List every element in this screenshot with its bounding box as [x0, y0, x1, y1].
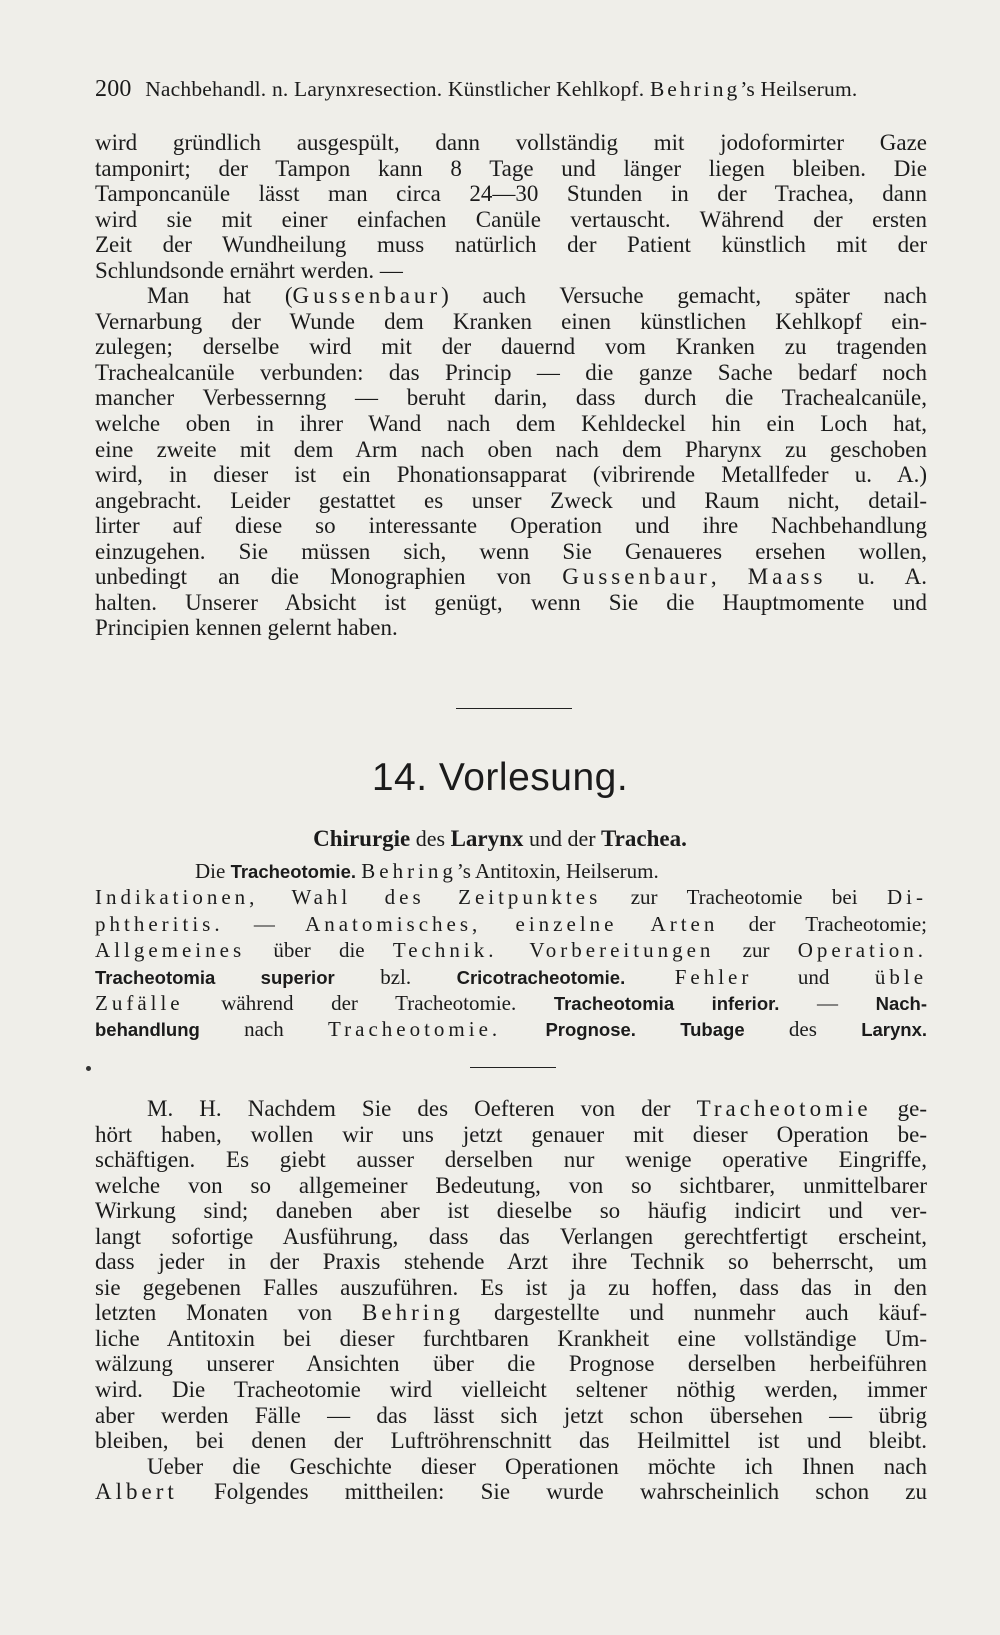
subtitle-run: Chirurgie — [313, 826, 411, 851]
toc-run: bzl. — [334, 964, 457, 989]
toc-run: Technik. Vorbereitungen — [392, 938, 715, 963]
text-run: ) auch Versuche gemacht, später nach — [441, 283, 927, 309]
author-name: Behring — [362, 1300, 465, 1326]
text-line — [95, 1096, 927, 1122]
toc-line — [95, 937, 927, 963]
text-line — [95, 1479, 927, 1505]
paragraph-block-1 — [95, 130, 927, 641]
text-run: , — [710, 564, 717, 590]
running-title-name: Behring — [649, 77, 741, 101]
author-name: Albert — [95, 1479, 178, 1505]
text-line: Zeit der Wundheilung muss natürlich der Patient künstlich mit der — [95, 232, 927, 258]
toc-run: während der Tracheotomie. — [183, 990, 554, 1015]
text-line: Schlundsonde ernährt werden. — — [95, 257, 403, 283]
text-line: halten. Unserer Absicht ist genügt, wenn Sie die Hauptmomente und — [95, 589, 927, 615]
author-name: Behring — [361, 859, 457, 883]
toc-line — [95, 858, 927, 884]
toc-run: Operation. — [797, 938, 927, 963]
toc-run: Fehler — [625, 964, 753, 989]
lecture-contents-summary — [95, 858, 927, 1043]
text-line — [95, 283, 927, 309]
text-run: letzten Monaten von — [95, 1300, 333, 1326]
text-run: unbedingt an die Monographien von — [95, 564, 532, 590]
text-line: aber werden Fälle — das lässt sich jetzt schon übersehen — übrig — [95, 1402, 927, 1428]
section-divider — [456, 708, 572, 709]
toc-run: Prognose. — [545, 1019, 636, 1041]
text-line: Principien kennen gelernt haben. — [95, 615, 398, 641]
toc-run: ’s Antitoxin, Heilserum. — [456, 859, 659, 883]
text-run: dargestellte und nunmehr auch käuf- — [493, 1300, 928, 1326]
toc-run: und — [752, 964, 875, 989]
author-name: Gussenbaur — [562, 564, 711, 590]
subtitle-run: Trachea. — [601, 826, 687, 851]
toc-line — [95, 990, 927, 1016]
toc-run: Nach- — [875, 992, 928, 1014]
toc-run: der Tracheotomie; — [718, 911, 928, 936]
subtitle-run: Larynx — [450, 826, 524, 851]
toc-run: zur Tracheotomie bei — [601, 885, 887, 910]
text-run: ge- — [897, 1096, 928, 1121]
toc-run: behandlung — [95, 1019, 200, 1041]
text-line: wird. Die Tracheotomie wird vielleicht seltener nöthig werden, immer — [95, 1377, 927, 1403]
section-divider — [470, 1067, 556, 1068]
toc-run: phtheritis. — [95, 911, 224, 936]
toc-run: Tracheotomie. — [328, 1017, 502, 1042]
text-line: langt sofortige Ausführung, dass das Verlangen gerechtfertigt erscheint, — [95, 1223, 927, 1249]
text-line: welche von so allgemeiner Bedeutung, von so sichtbarer, unmittelbarer — [95, 1172, 927, 1198]
text-run: Tracheotomie — [696, 1096, 872, 1121]
running-header — [95, 76, 930, 103]
text-line: Trachealcanüle verbunden: das Princip — die ganze Sache bedarf noch — [95, 359, 927, 385]
toc-run: nach — [199, 1017, 329, 1042]
text-line: Wirkung sind; daneben aber ist dieselbe so häufig indicirt und ver- — [95, 1198, 927, 1224]
text-line: eine zweite mit dem Arm nach oben nach dem Pharynx zu geschoben — [95, 436, 927, 462]
lecture-subtitle — [0, 826, 1000, 852]
toc-run: Tubage — [680, 1019, 745, 1041]
toc-run: Tracheotomie. — [230, 861, 357, 882]
text-line: wälzung unserer Ansichten über die Prognose derselben herbeiführen — [95, 1351, 927, 1377]
text-run: Man hat ( — [147, 283, 293, 309]
toc-run: Zufälle — [95, 990, 184, 1015]
text-run: Folgendes mittheilen: Sie wurde wahrscheinlich schon zu — [214, 1479, 927, 1505]
text-line: bleiben, bei denen der Luftröhrenschnitt das Heilmittel ist und bleibt. — [95, 1428, 927, 1454]
subtitle-run: und der — [523, 826, 602, 851]
running-title-end: ’s Heilserum. — [740, 77, 858, 101]
text-line: dass jeder in der Praxis stehende Arzt ihre Technik so beherrscht, um — [95, 1249, 927, 1275]
toc-run: Indikationen, Wahl des Zeitpunktes — [95, 885, 602, 910]
toc-run: über die — [245, 938, 393, 963]
author-name: Gussenbaur — [292, 283, 442, 309]
text-line: tamponirt; der Tampon kann 8 Tage und länger liegen bleiben. Die — [95, 155, 927, 181]
text-line: schäftigen. Es giebt ausser derselben nur wenige operative Eingriffe, — [95, 1147, 927, 1173]
toc-line — [95, 1016, 927, 1042]
toc-run: des — [744, 1017, 862, 1042]
running-title: Nachbehandl. n. Larynxresection. Künstlicher Kehlkopf. — [145, 77, 645, 101]
print-dot — [86, 1066, 91, 1071]
toc-line — [95, 884, 927, 910]
toc-run: zur — [714, 938, 798, 963]
toc-run: Anatomisches, einzelne Arten — [305, 911, 719, 936]
lecture-title: 14. Vorlesung. — [371, 756, 629, 799]
paragraph-block-2 — [95, 1096, 927, 1505]
toc-run: Larynx. — [861, 1019, 927, 1041]
text-line: liche Antitoxin bei dieser furchtbaren Krankheit eine vollständige Um- — [95, 1325, 927, 1351]
page-number: 200 — [95, 76, 132, 102]
subtitle-run: des — [410, 826, 451, 851]
toc-run: Tracheotomia superior — [95, 966, 335, 988]
text-line: angebracht. Leider gestattet es unser Zweck und Raum nicht, detail- — [95, 487, 927, 513]
text-line: zulegen; derselbe wird mit der dauernd vom Kranken zu tragenden — [95, 334, 927, 360]
text-line: Tamponcanüle lässt man circa 24—30 Stunden in der Trachea, dann — [95, 181, 927, 207]
toc-run: Cricotracheotomie. — [456, 966, 626, 988]
text-line: wird, in dieser ist ein Phonationsapparat (vibrirende Metallfeder u. A.) — [95, 462, 927, 488]
author-name: Maass — [747, 564, 827, 590]
text-run: M. H. Nachdem Sie des Oefteren von der — [147, 1096, 671, 1121]
toc-line — [95, 964, 927, 990]
text-line: wird gründlich ausgespült, dann vollständig mit jodoformirter Gaze — [95, 130, 927, 155]
text-line — [95, 1300, 927, 1326]
text-line: sie gegebenen Falles auszuführen. Es ist ja zu hoffen, dass das in den — [95, 1274, 927, 1300]
text-line: wird sie mit einer einfachen Canüle vertauscht. Während der ersten — [95, 206, 927, 232]
toc-run: — — [779, 990, 876, 1015]
toc-line — [95, 911, 927, 937]
toc-run: üble — [874, 964, 928, 989]
text-line: Ueber die Geschichte dieser Operationen möchte ich Ihnen nach — [147, 1453, 927, 1479]
text-line: Vernarbung der Wunde dem Kranken einen künstlichen Kehlkopf ein- — [95, 308, 927, 334]
text-line: mancher Verbessernng — beruht darin, dass durch die Trachealcanüle, — [95, 385, 927, 411]
text-line: welche oben in ihrer Wand nach dem Kehldeckel hin ein Loch hat, — [95, 411, 927, 437]
text-run: u. A. — [857, 564, 928, 590]
toc-run: Tracheotomia inferior. — [553, 992, 780, 1014]
text-line: hört haben, wollen wir uns jetzt genauer mit dieser Operation be- — [95, 1121, 927, 1147]
toc-run: Allgemeines — [95, 938, 246, 963]
toc-run: — — [223, 911, 306, 936]
toc-run: Di- — [886, 885, 927, 910]
toc-run: Die — [195, 859, 231, 883]
text-line: einzugehen. Sie müssen sich, wenn Sie Genaueres ersehen wollen, — [95, 538, 927, 564]
text-line: lirter auf diese so interessante Operation und ihre Nachbehandlung — [95, 513, 927, 539]
text-line — [95, 564, 927, 590]
